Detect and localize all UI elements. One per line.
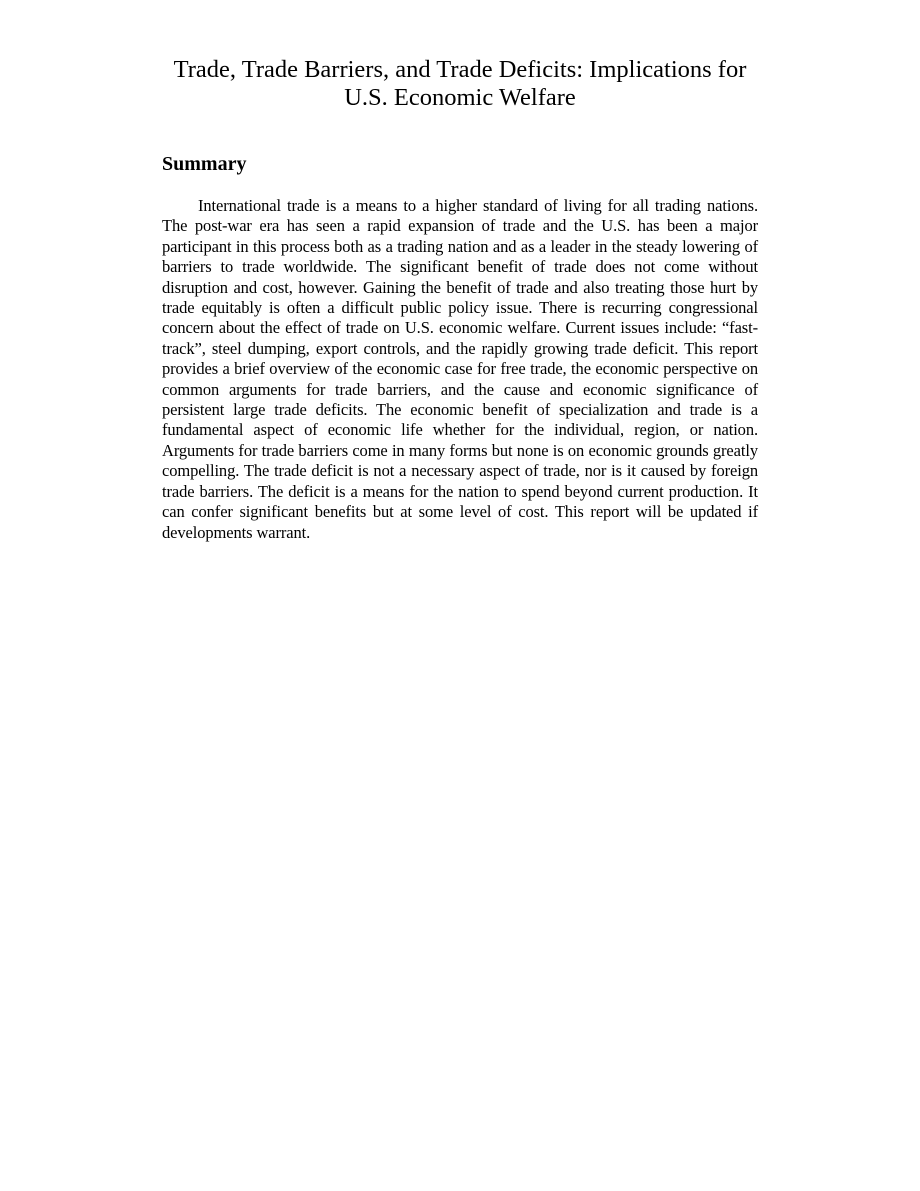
- summary-paragraph: International trade is a means to a higher standard of living for all trading nations. The post-war era has seen a rapid expansion of trade and the U.S. has been a major participant in this process both as a trading nation and as a leader in the steady lowering of barriers to trade worldwide. The significant benefit of trade does not come without disruption and cost, however. Gaining the benefit of trade and also treating those hurt by trade equitably is often a difficult public policy issue. There is recurring congressional concern about the effect of trade on U.S. economic welfare. Current issues include: “fast-track”, steel dumping, export controls, and the rapidly growing trade deficit. This report provides a brief overview of the economic case for free trade, the economic perspective on common arguments for trade barriers, and the cause and economic significance of persistent large trade deficits. The economic benefit of specialization and trade is a fundamental aspect of economic life whether for the individual, region, or nation. Arguments for trade barriers come in many forms but none is on economic grounds greatly compelling. The trade deficit is not a necessary aspect of trade, nor is it caused by foreign trade barriers. The deficit is a means for the nation to spend beyond current production. It can confer significant benefits but at some level of cost. This report will be updated if developments warrant.: [162, 196, 758, 542]
- document-title: Trade, Trade Barriers, and Trade Deficits: Implications for U.S. Economic Welfare: [173, 56, 747, 111]
- summary-heading: Summary: [162, 153, 247, 175]
